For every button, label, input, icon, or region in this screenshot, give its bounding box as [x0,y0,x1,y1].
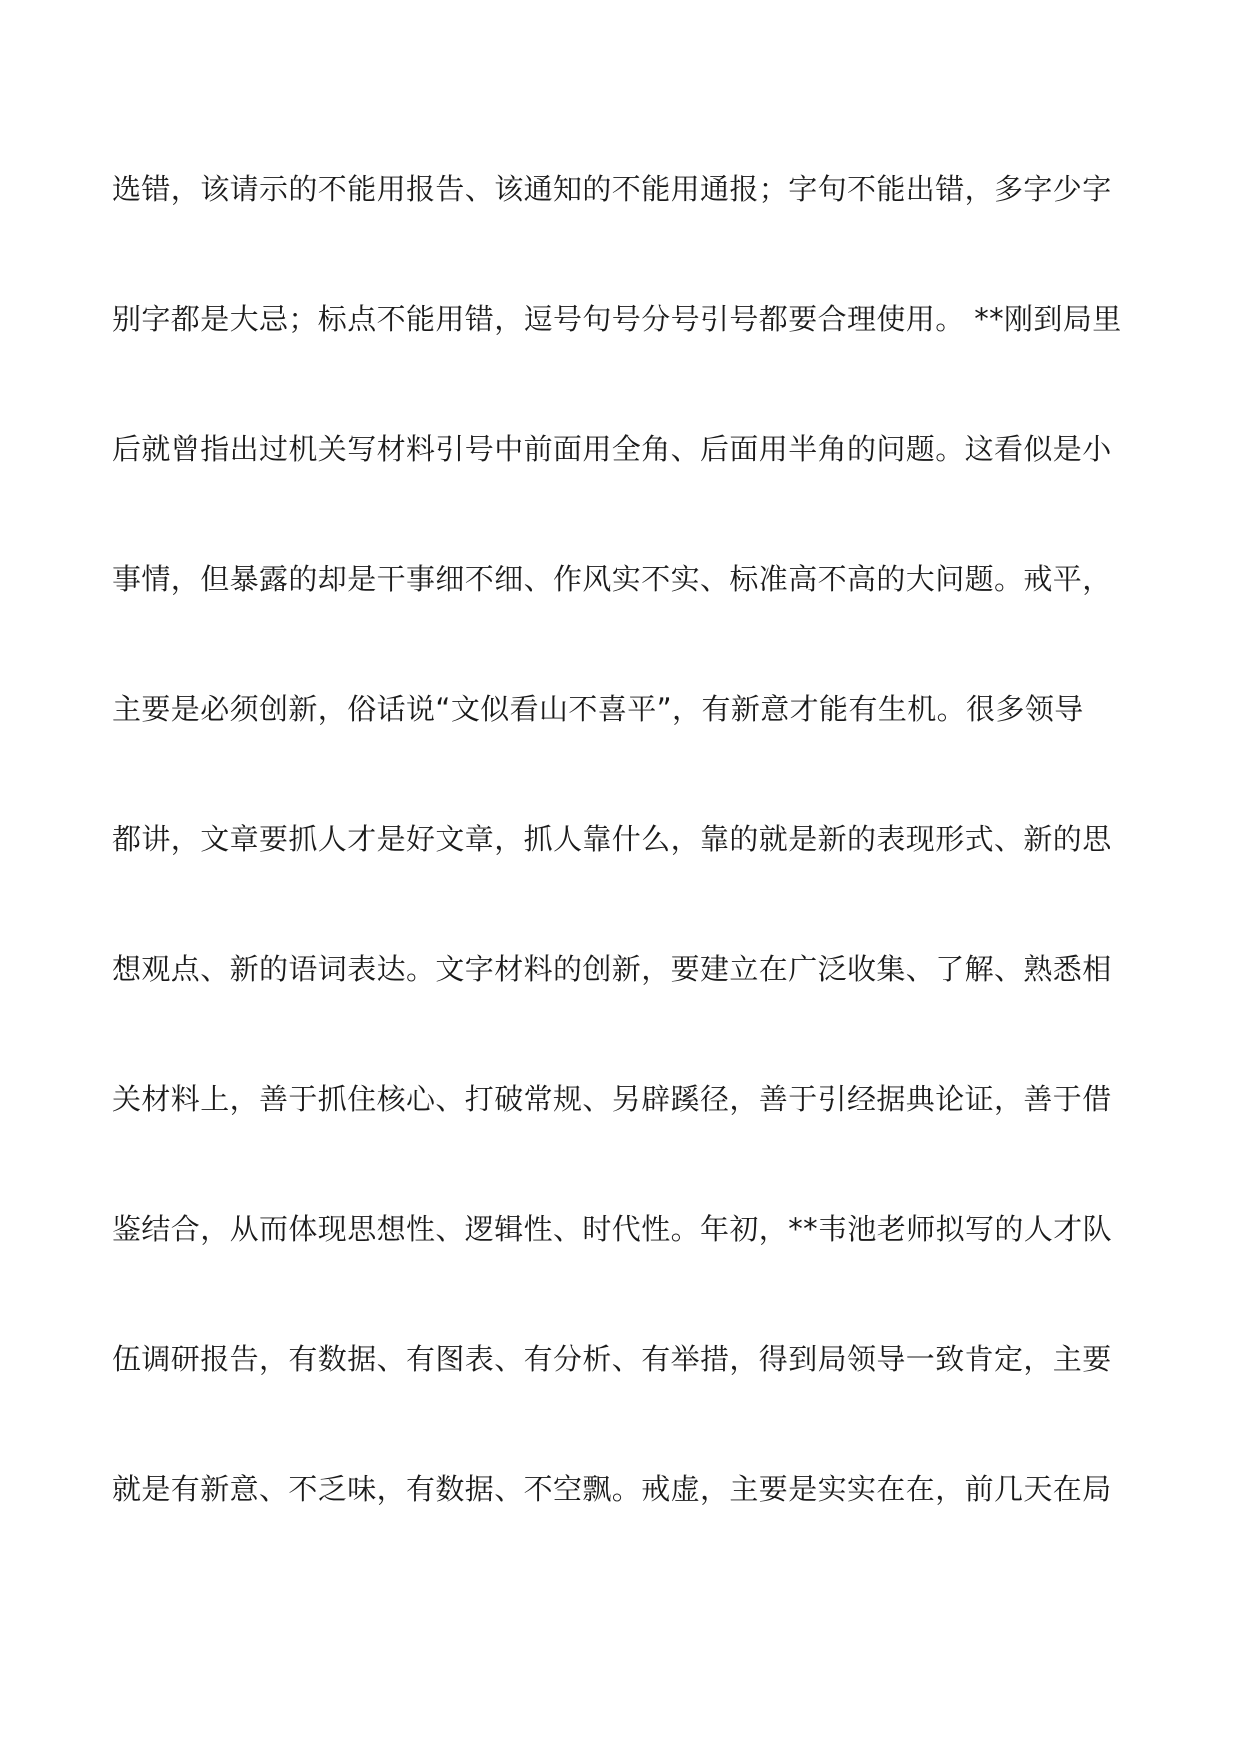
text-line: 伍调研报告，有数据、有图表、有分析、有举措，得到局领导一致肯定，主要 [112,1342,1112,1376]
text-line: 想观点、新的语词表达。文字材料的创新，要建立在广泛收集、了解、熟悉相 [112,952,1112,986]
text-line: 鉴结合，从而体现思想性、逻辑性、时代性。年初，**韦池老师拟写的人才队 [112,1212,1113,1246]
text-line: 选错，该请示的不能用报告、该通知的不能用通报；字句不能出错，多字少字 [112,172,1112,206]
text-line: 后就曾指出过机关写材料引号中前面用全角、后面用半角的问题。这看似是小 [112,432,1112,466]
text-line: 别字都是大忌；标点不能用错，逗号句号分号引号都要合理使用。 **刚到局里 [112,302,1122,336]
text-line: 主要是必须创新，俗话说“文似看山不喜平”，有新意才能有生机。很多领导 [112,692,1084,726]
text-line: 关材料上，善于抓住核心、打破常规、另辟蹊径，善于引经据典论证，善于借 [112,1082,1112,1116]
text-line: 都讲，文章要抓人才是好文章，抓人靠什么，靠的就是新的表现形式、新的思 [112,822,1112,856]
text-line: 事情，但暴露的却是干事细不细、作风实不实、标准高不高的大问题。戒平， [112,562,1112,596]
body-text [112,168,1132,1598]
text-line: 就是有新意、不乏味，有数据、不空飘。戒虚，主要是实实在在，前几天在局 [112,1472,1112,1506]
